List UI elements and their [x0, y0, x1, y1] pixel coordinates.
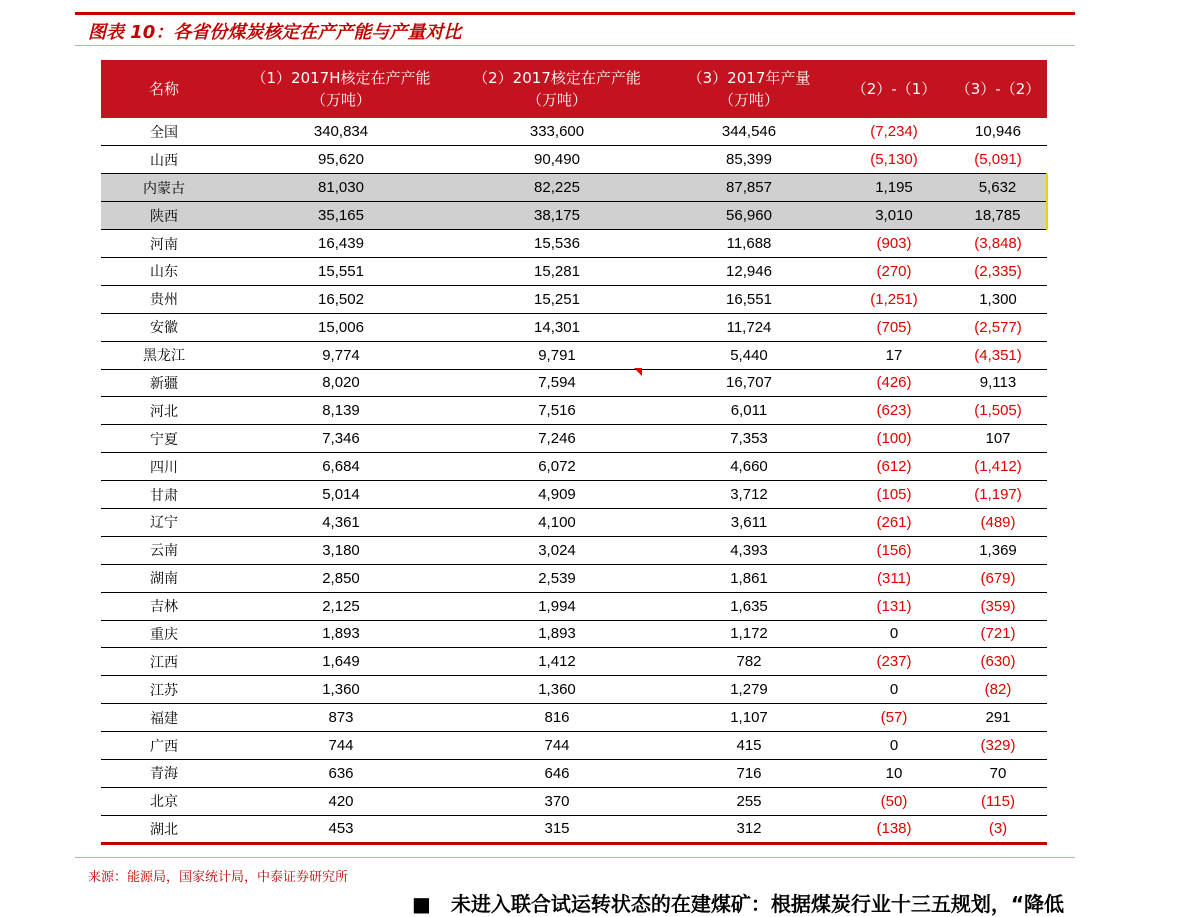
diff-3-2-cell: 5,632 — [949, 174, 1047, 202]
diff-2-1-cell: (623) — [839, 397, 949, 425]
capacity-2017h-cell: 4,361 — [227, 508, 455, 536]
diff-2-1-cell: (1,251) — [839, 285, 949, 313]
capacity-2017-cell: 333,600 — [455, 118, 659, 146]
header-line: （3）-（2） — [955, 80, 1041, 98]
province-name-cell: 北京 — [101, 787, 227, 815]
capacity-2017h-cell: 636 — [227, 759, 455, 787]
table-row — [101, 425, 1047, 453]
capacity-2017h-cell: 420 — [227, 787, 455, 815]
diff-3-2-cell: (721) — [949, 620, 1047, 648]
capacity-2017h-cell: 5,014 — [227, 481, 455, 509]
diff-3-2-cell: (4,351) — [949, 341, 1047, 369]
capacity-2017-cell: 7,246 — [455, 425, 659, 453]
province-name-cell: 福建 — [101, 704, 227, 732]
output-2017-cell: 85,399 — [659, 146, 839, 174]
output-2017-cell: 782 — [659, 648, 839, 676]
diff-2-1-cell: 0 — [839, 620, 949, 648]
table-row — [101, 481, 1047, 509]
header-line: （万吨） — [310, 91, 371, 109]
output-2017-cell: 11,688 — [659, 230, 839, 258]
title-rule — [75, 45, 1075, 46]
province-name-cell: 辽宁 — [101, 508, 227, 536]
capacity-2017-cell: 370 — [455, 787, 659, 815]
province-name-cell: 江苏 — [101, 676, 227, 704]
table-row — [101, 592, 1047, 620]
output-2017-cell: 11,724 — [659, 313, 839, 341]
diff-3-2-cell: (1,505) — [949, 397, 1047, 425]
province-name-cell: 贵州 — [101, 285, 227, 313]
diff-2-1-cell: (5,130) — [839, 146, 949, 174]
figure-title: 图表 10：各省份煤炭核定在产产能与产量对比 — [88, 22, 462, 43]
diff-3-2-cell: (2,577) — [949, 313, 1047, 341]
bottom-rule — [75, 857, 1075, 858]
comment-marker-icon — [634, 368, 642, 376]
capacity-2017h-cell: 1,649 — [227, 648, 455, 676]
province-name-cell: 山东 — [101, 257, 227, 285]
province-name-cell: 黑龙江 — [101, 341, 227, 369]
capacity-2017h-cell: 7,346 — [227, 425, 455, 453]
province-name-cell: 安徽 — [101, 313, 227, 341]
diff-2-1-cell: 10 — [839, 759, 949, 787]
capacity-2017-cell: 15,281 — [455, 257, 659, 285]
province-name-cell: 宁夏 — [101, 425, 227, 453]
source-note: 来源：能源局，国家统计局，中泰证券研究所 — [88, 870, 349, 885]
diff-3-2-cell: (1,412) — [949, 453, 1047, 481]
capacity-2017-cell: 315 — [455, 815, 659, 843]
table-row — [101, 676, 1047, 704]
province-name-cell: 青海 — [101, 759, 227, 787]
province-name-cell: 云南 — [101, 536, 227, 564]
header-capacity-2017h — [227, 60, 455, 118]
diff-2-1-cell: (311) — [839, 564, 949, 592]
province-name-cell: 湖北 — [101, 815, 227, 843]
table-row — [101, 202, 1047, 230]
diff-3-2-cell: 10,946 — [949, 118, 1047, 146]
table-row — [101, 508, 1047, 536]
diff-3-2-cell: (359) — [949, 592, 1047, 620]
diff-2-1-cell: 3,010 — [839, 202, 949, 230]
province-name-cell: 重庆 — [101, 620, 227, 648]
capacity-2017-cell: 90,490 — [455, 146, 659, 174]
diff-3-2-cell: 107 — [949, 425, 1047, 453]
capacity-2017-cell: 4,100 — [455, 508, 659, 536]
output-2017-cell: 16,551 — [659, 285, 839, 313]
province-name-cell: 广西 — [101, 732, 227, 760]
capacity-2017-cell: 38,175 — [455, 202, 659, 230]
capacity-2017-cell: 1,360 — [455, 676, 659, 704]
diff-2-1-cell: 17 — [839, 341, 949, 369]
capacity-2017h-cell: 2,850 — [227, 564, 455, 592]
province-name-cell: 新疆 — [101, 369, 227, 397]
capacity-2017-cell: 15,536 — [455, 230, 659, 258]
capacity-2017-cell: 7,594 — [455, 369, 659, 397]
header-line: （2）2017核定在产产能 — [473, 69, 641, 87]
diff-2-1-cell: (138) — [839, 815, 949, 843]
table-row — [101, 732, 1047, 760]
diff-3-2-cell: 18,785 — [949, 202, 1047, 230]
province-name-cell: 河南 — [101, 230, 227, 258]
diff-3-2-cell: (630) — [949, 648, 1047, 676]
header-output-2017 — [659, 60, 839, 118]
capacity-2017-cell: 1,893 — [455, 620, 659, 648]
diff-3-2-cell: (5,091) — [949, 146, 1047, 174]
table-row — [101, 369, 1047, 397]
capacity-2017h-cell: 340,834 — [227, 118, 455, 146]
output-2017-cell: 56,960 — [659, 202, 839, 230]
table-row — [101, 564, 1047, 592]
diff-3-2-cell: 9,113 — [949, 369, 1047, 397]
output-2017-cell: 1,861 — [659, 564, 839, 592]
capacity-2017-cell: 646 — [455, 759, 659, 787]
diff-2-1-cell: (105) — [839, 481, 949, 509]
capacity-2017h-cell: 15,006 — [227, 313, 455, 341]
capacity-2017h-cell: 1,893 — [227, 620, 455, 648]
header-row — [101, 60, 1047, 118]
diff-3-2-cell: (679) — [949, 564, 1047, 592]
diff-3-2-cell: (115) — [949, 787, 1047, 815]
table-row — [101, 453, 1047, 481]
diff-3-2-cell: (1,197) — [949, 481, 1047, 509]
province-name-cell: 山西 — [101, 146, 227, 174]
capacity-2017-cell: 2,539 — [455, 564, 659, 592]
output-2017-cell: 716 — [659, 759, 839, 787]
capacity-2017-cell: 3,024 — [455, 536, 659, 564]
province-name-cell: 吉林 — [101, 592, 227, 620]
output-2017-cell: 4,393 — [659, 536, 839, 564]
diff-2-1-cell: (261) — [839, 508, 949, 536]
header-diff-3-2 — [949, 60, 1047, 118]
diff-2-1-cell: (903) — [839, 230, 949, 258]
capacity-2017-cell: 6,072 — [455, 453, 659, 481]
output-2017-cell: 1,635 — [659, 592, 839, 620]
capacity-2017h-cell: 8,139 — [227, 397, 455, 425]
capacity-2017h-cell: 3,180 — [227, 536, 455, 564]
capacity-2017h-cell: 81,030 — [227, 174, 455, 202]
output-2017-cell: 1,172 — [659, 620, 839, 648]
capacity-2017h-cell: 8,020 — [227, 369, 455, 397]
diff-2-1-cell: (156) — [839, 536, 949, 564]
province-name-cell: 江西 — [101, 648, 227, 676]
header-capacity-2017 — [455, 60, 659, 118]
capacity-2017-cell: 1,412 — [455, 648, 659, 676]
output-2017-cell: 87,857 — [659, 174, 839, 202]
province-name-cell: 甘肃 — [101, 481, 227, 509]
output-2017-cell: 6,011 — [659, 397, 839, 425]
capacity-2017-cell: 816 — [455, 704, 659, 732]
diff-2-1-cell: (270) — [839, 257, 949, 285]
table-row — [101, 787, 1047, 815]
coal-capacity-table — [101, 60, 1048, 845]
header-line: （万吨） — [526, 91, 587, 109]
province-name-cell: 河北 — [101, 397, 227, 425]
top-rule — [75, 12, 1075, 15]
output-2017-cell: 12,946 — [659, 257, 839, 285]
capacity-2017-cell: 1,994 — [455, 592, 659, 620]
capacity-2017h-cell: 35,165 — [227, 202, 455, 230]
capacity-2017h-cell: 16,439 — [227, 230, 455, 258]
diff-2-1-cell: 0 — [839, 732, 949, 760]
body-text-cutoff: ■ 未进入联合试运转状态的在建煤矿：根据煤炭行业十三五规划，“降低 — [412, 892, 1065, 916]
diff-2-1-cell: (50) — [839, 787, 949, 815]
header-line: （2）-（1） — [851, 80, 937, 98]
header-name — [101, 60, 227, 118]
diff-3-2-cell: (2,335) — [949, 257, 1047, 285]
capacity-2017-cell: 9,791 — [455, 341, 659, 369]
capacity-2017h-cell: 9,774 — [227, 341, 455, 369]
table-row — [101, 620, 1047, 648]
capacity-2017-cell: 15,251 — [455, 285, 659, 313]
diff-2-1-cell: 0 — [839, 676, 949, 704]
table-row — [101, 146, 1047, 174]
diff-2-1-cell: (100) — [839, 425, 949, 453]
table-row — [101, 230, 1047, 258]
diff-3-2-cell: 70 — [949, 759, 1047, 787]
output-2017-cell: 5,440 — [659, 341, 839, 369]
output-2017-cell: 3,611 — [659, 508, 839, 536]
diff-3-2-cell: (329) — [949, 732, 1047, 760]
province-name-cell: 全国 — [101, 118, 227, 146]
diff-2-1-cell: 1,195 — [839, 174, 949, 202]
diff-2-1-cell: (705) — [839, 313, 949, 341]
output-2017-cell: 344,546 — [659, 118, 839, 146]
province-name-cell: 湖南 — [101, 564, 227, 592]
diff-3-2-cell: 1,300 — [949, 285, 1047, 313]
capacity-2017h-cell: 95,620 — [227, 146, 455, 174]
header-line: （万吨） — [718, 91, 779, 109]
table-row — [101, 704, 1047, 732]
capacity-2017-cell: 14,301 — [455, 313, 659, 341]
capacity-2017h-cell: 6,684 — [227, 453, 455, 481]
capacity-2017-cell: 7,516 — [455, 397, 659, 425]
output-2017-cell: 255 — [659, 787, 839, 815]
capacity-2017h-cell: 1,360 — [227, 676, 455, 704]
output-2017-cell: 1,279 — [659, 676, 839, 704]
table-row — [101, 341, 1047, 369]
capacity-2017h-cell: 453 — [227, 815, 455, 843]
table-row — [101, 285, 1047, 313]
capacity-2017h-cell: 2,125 — [227, 592, 455, 620]
diff-3-2-cell: 291 — [949, 704, 1047, 732]
output-2017-cell: 415 — [659, 732, 839, 760]
table-row — [101, 313, 1047, 341]
capacity-2017-cell: 744 — [455, 732, 659, 760]
diff-3-2-cell: (82) — [949, 676, 1047, 704]
table-row — [101, 257, 1047, 285]
capacity-2017h-cell: 16,502 — [227, 285, 455, 313]
diff-3-2-cell: (3,848) — [949, 230, 1047, 258]
diff-3-2-cell: (489) — [949, 508, 1047, 536]
table-row — [101, 648, 1047, 676]
diff-2-1-cell: (237) — [839, 648, 949, 676]
output-2017-cell: 7,353 — [659, 425, 839, 453]
header-line: （1）2017H核定在产产能 — [251, 69, 431, 87]
header-diff-2-1 — [839, 60, 949, 118]
output-2017-cell: 16,707 — [659, 369, 839, 397]
table-row — [101, 174, 1047, 202]
capacity-2017-cell: 82,225 — [455, 174, 659, 202]
table-header — [101, 60, 1047, 118]
diff-2-1-cell: (131) — [839, 592, 949, 620]
capacity-2017h-cell: 15,551 — [227, 257, 455, 285]
diff-2-1-cell: (612) — [839, 453, 949, 481]
diff-3-2-cell: 1,369 — [949, 536, 1047, 564]
province-name-cell: 内蒙古 — [101, 174, 227, 202]
table-body — [101, 118, 1047, 843]
province-name-cell: 陕西 — [101, 202, 227, 230]
table-row — [101, 815, 1047, 843]
output-2017-cell: 3,712 — [659, 481, 839, 509]
table-row — [101, 118, 1047, 146]
diff-3-2-cell: (3) — [949, 815, 1047, 843]
diff-2-1-cell: (57) — [839, 704, 949, 732]
capacity-2017-cell: 4,909 — [455, 481, 659, 509]
capacity-2017h-cell: 873 — [227, 704, 455, 732]
output-2017-cell: 1,107 — [659, 704, 839, 732]
table-row — [101, 536, 1047, 564]
table-row — [101, 397, 1047, 425]
header-line: （3）2017年产量 — [687, 69, 811, 87]
header-line: 名称 — [148, 80, 179, 98]
diff-2-1-cell: (7,234) — [839, 118, 949, 146]
output-2017-cell: 312 — [659, 815, 839, 843]
table-row — [101, 759, 1047, 787]
capacity-2017h-cell: 744 — [227, 732, 455, 760]
province-name-cell: 四川 — [101, 453, 227, 481]
diff-2-1-cell: (426) — [839, 369, 949, 397]
output-2017-cell: 4,660 — [659, 453, 839, 481]
